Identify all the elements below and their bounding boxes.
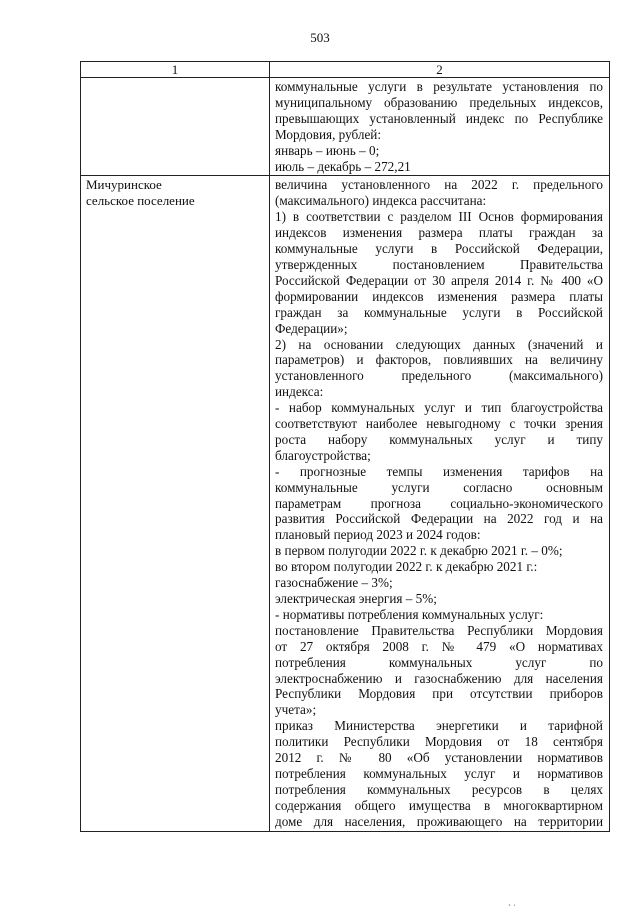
text-line: потребления коммунальных ресурсов в целях (275, 781, 603, 797)
text-line: развития Российской Федерации на 2022 год и на (275, 511, 603, 527)
text-line: 2012 г. № 80 «Об установлении нормативов (275, 750, 603, 766)
column-header-1: 1 (81, 62, 270, 78)
text-line: в первом полугодии 2022 г. к декабрю 2021 г. – 0%; (275, 543, 563, 559)
text-line: величина установленного на 2022 г. предельного (275, 177, 603, 193)
text-line: Республики Мордовия при отсутствии приборов (275, 686, 603, 702)
text-line: - нормативы потребления коммунальных услуг: (275, 606, 544, 622)
text-line: от 27 октября 2008 г. № 479 «О нормативах (275, 638, 603, 654)
row1-text (270, 78, 609, 175)
text-line: роста набору коммунальных услуг и типу (275, 431, 603, 447)
text-line: коммунальные услуги согласно основным (275, 479, 603, 495)
text-line: постановление Правительства Республики Мордовия (275, 622, 603, 638)
text-line: плановый период 2023 и 2024 годов: (275, 527, 481, 543)
text-line: Мордовия, рублей: (275, 126, 382, 142)
text-line: январь – июнь – 0; (275, 142, 380, 158)
text-line: индексов изменения размера платы граждан за (275, 225, 603, 241)
text-line: электроснабжению и газоснабжению для населения (275, 670, 603, 686)
text-line: (максимального) индекса рассчитана: (275, 193, 487, 209)
text-line: параметрам прогноза социально-экономического (275, 495, 603, 511)
text-line: граждан за коммунальные услуги в Российской (275, 304, 603, 320)
row1-left-cell (81, 78, 270, 176)
text-line: потребления коммунальных услуг по (275, 654, 603, 670)
text-line: коммунальные услуги в результате установления по (275, 79, 603, 94)
text-line: доме для населения, проживающего на территории (275, 813, 603, 829)
text-line: политики Республики Мордовия от 18 сентября (275, 734, 603, 750)
text-line: формировании индексов изменения размера платы (275, 288, 603, 304)
text-line: параметров) и факторов, повлиявших на величину (275, 352, 603, 368)
text-line: приказ Министерства энергетики и тарифной (275, 718, 603, 734)
text-line: 1) в соответствии с разделом III Основ формирования (275, 209, 603, 225)
text-line: - набор коммунальных услуг и тип благоустройства (275, 400, 603, 416)
text-line: муниципальному образованию предельных индексов, (275, 94, 603, 110)
row2-right-cell (270, 176, 610, 831)
text-line: установленного предельного (максимального) (275, 368, 603, 384)
text-line: содержания общего имущества в многоквартирном (275, 797, 603, 813)
settlement-name (81, 176, 269, 209)
settlement-name-line: сельское поселение (86, 193, 195, 209)
text-line: утвержденных постановлением Правительства (275, 256, 603, 272)
page-number: 503 (310, 30, 330, 45)
text-line: июль – декабрь – 272,21 (275, 158, 411, 174)
row1-right-cell (270, 78, 610, 176)
text-line: Российской Федерации от 30 апреля 2014 г. № 400 «О (275, 272, 603, 288)
text-line: 2) на основании следующих данных (значений и (275, 336, 603, 352)
text-line: благоустройства; (275, 447, 371, 463)
table-row (81, 78, 610, 176)
table-row (81, 176, 610, 831)
document-table (80, 61, 610, 832)
text-line: индекса: (275, 384, 324, 400)
text-line: потребления коммунальных услуг и нормативов (275, 765, 603, 781)
text-line: - прогнозные темпы изменения тарифов на (275, 463, 603, 479)
text-line: превышающих установленный индекс по Республике (275, 110, 603, 126)
column-header-2: 2 (270, 62, 610, 78)
text-line: газоснабжение – 3%; (275, 575, 393, 591)
text-line: электрическая энергия – 5%; (275, 591, 437, 606)
row2-left-cell (81, 176, 270, 831)
table-header-row (81, 62, 610, 78)
text-line: соответствуют наиболее невыгодному с точки зрения (275, 416, 603, 432)
text-line: коммунальные услуги в Российской Федерации, (275, 241, 603, 257)
text-line: во втором полугодии 2022 г. к декабрю 2021 г.: (275, 559, 538, 575)
text-line: учета»; (275, 702, 317, 718)
text-line: Федерации»; (275, 320, 348, 336)
settlement-name-line: Мичуринское (86, 177, 162, 193)
scan-artifact: ˎ ˌ (508, 896, 517, 906)
row2-text (270, 176, 609, 830)
